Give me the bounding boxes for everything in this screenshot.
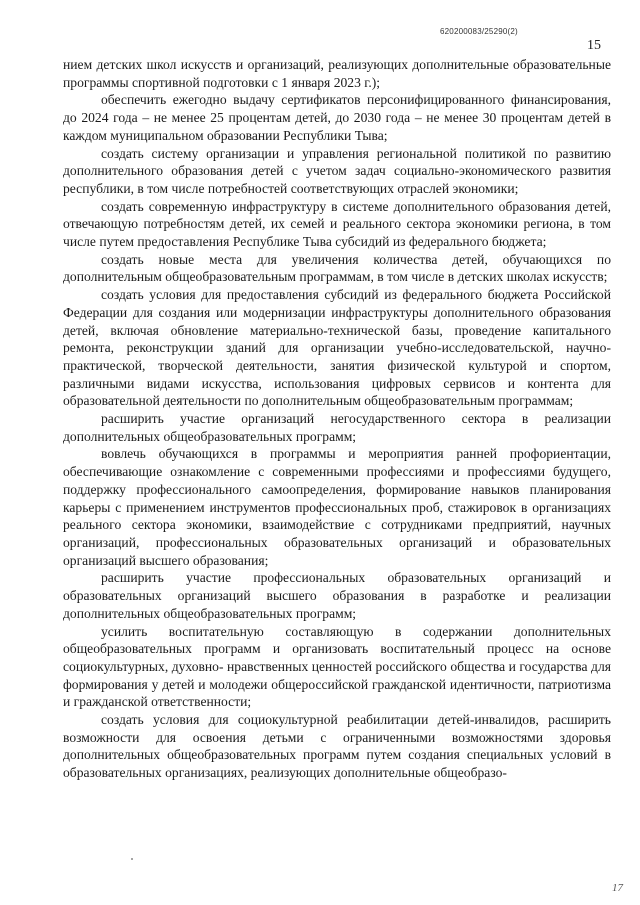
paragraph: расширить участие организаций негосударственного сектора в реализации дополнительных общеобразовательных программ; <box>63 411 611 444</box>
paragraph: вовлечь обучающихся в программы и мероприятия ранней профориентации, обеспечивающие ознакомление с современными профессиями и профессиями будущего, поддержку профессионального самоопределения, формирование навыков планирования карьеры с применением инструментов профессиональных проб, стажировок в организациях реального сектора экономики, взаимодействие с сотрудниками предприятий, научных организаций, профессиональных образовательных организаций и образовательных организаций высшего образования; <box>63 446 611 568</box>
paragraph: создать новые места для увеличения количества детей, обучающихся по дополнительным общеобразовательным программам, в том числе в детских школах искусств; <box>63 251 611 285</box>
page-number: 15 <box>587 38 601 53</box>
paragraph: создать систему организации и управления региональной политикой по развитию дополнительного образования детей с учетом задач социально-экономического развития республики, в том числе потребностей соответствующих отраслей экономики; <box>63 145 611 196</box>
paragraph: обеспечить ежегодно выдачу сертификатов персонифицированного финансирования, до 2024 года – не менее 25 процентам детей, до 2030 года – не менее 30 процентам детей в каждом муниципальном образовании Республики Тыва; <box>63 92 611 143</box>
paragraph: создать современную инфраструктуру в системе дополнительного образования детей, отвечающую потребностям детей, их семей и реального сектора экономики региона, в том числе путем предоставления Республике Тыва субсидий из федерального бюджета; <box>63 198 611 250</box>
paragraph: усилить воспитательную составляющую в содержании дополнительных общеобразовательных программ и организовать воспитательный процесс на основе социокультурных, духовно- нравственных ценностей российского общества и государства для формирования у детей и молодежи общероссийской гражданской идентичности, патриотизма и гражданской ответственности; <box>63 623 611 710</box>
scan-speck <box>131 858 133 860</box>
handwritten-page-mark: 17 <box>612 882 623 894</box>
paragraph: нием детских школ искусств и организаций, реализующих дополнительные образовательные программы спортивной подготовки с 1 января 2023 г.); <box>63 57 611 90</box>
document-registration-code: 620200083/25290(2) <box>440 27 518 36</box>
paragraph: создать условия для социокультурной реабилитации детей-инвалидов, расширить возможности для освоения детьми с ограниченными возможностями здоровья дополнительных общеобразовательных программ путем создания специальных условий в образовательных организациях, реализующих дополнительные общеобразо- <box>63 712 611 781</box>
paragraph: создать условия для предоставления субсидий из федерального бюджета Российской Федерации для создания или модернизации инфраструктуры дополнительного образования детей, включая обновление материально-технической базы, проведение капитального ремонта, реконструкции зданий для организации учебно-исследовательской, научно-практической, творческой деятельности, занятия физической культурой и спортом, различными видами искусства, использования цифровых сервисов и контента для образовательной деятельности по дополнительным общеобразовательным программам; <box>63 287 611 409</box>
document-body <box>63 56 611 782</box>
paragraph: расширить участие профессиональных образовательных организаций и образовательных организаций высшего образования в разработке и реализации дополнительных общеобразовательных программ; <box>63 570 611 621</box>
